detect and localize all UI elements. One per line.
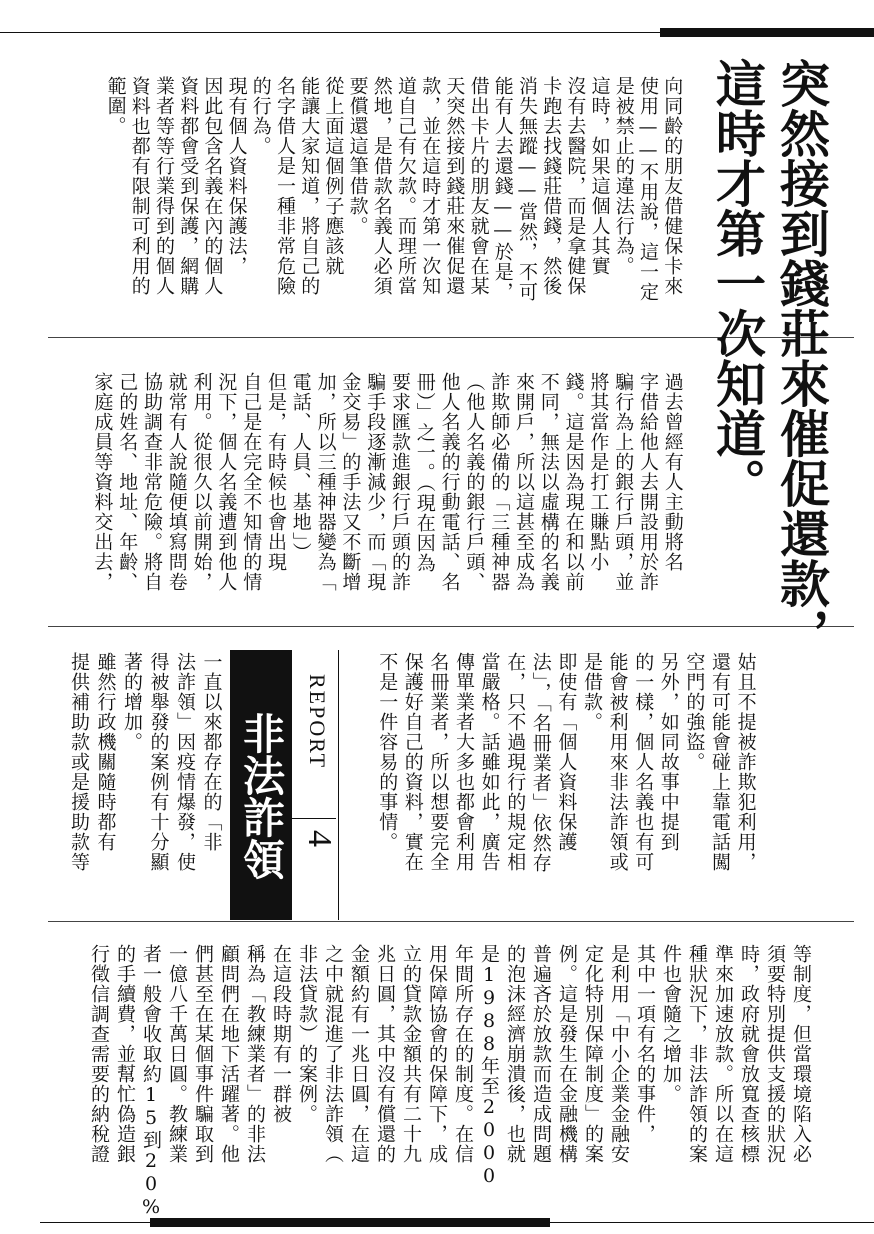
text-column: 的泡沫經濟崩潰後，也就 [504, 944, 526, 1164]
text-column: 騙手段逐漸減少，而「現 [364, 372, 387, 592]
text-column: 能會被利用來非法詐領或 [606, 652, 629, 872]
report-box [230, 650, 338, 920]
text-column: 提供補助款或是援助款等 [68, 652, 90, 872]
text-column: 他人名義的行動電話、名 [438, 372, 461, 592]
text-column: 將其當作是打工賺點小 [587, 372, 610, 572]
text-column: 金額約有一兆日圓，在這 [348, 944, 370, 1164]
text-column: 就常有人說隨便填寫問卷 [165, 372, 188, 592]
text-column: 冊）」之一。（現在因為 [413, 372, 436, 573]
text-column: 字借給他人去開設用於詐 [636, 372, 659, 592]
text-column: 等制度，但當環境陷入必 [790, 944, 812, 1164]
text-column: 來開戶，所以這甚至成為 [512, 372, 535, 592]
text-column: 保護好自己的資料，實在 [401, 652, 424, 872]
text-column: 例。這是發生在金融機構 [556, 944, 578, 1164]
headline-line-2: 這時才第一次知道。 [708, 58, 766, 508]
text-column: 之中就混進了非法詐領（ [322, 944, 344, 1164]
text-column: 名字借人是一種非常危險 [273, 76, 296, 296]
text-column: 在這段時期有一群被 [270, 944, 292, 1124]
text-column: 的手續費，並幫忙偽造銀 [114, 944, 136, 1164]
text-column: 範圍。 [104, 76, 127, 136]
text-column: 立的貸款金額共有二十九 [400, 944, 422, 1164]
text-column: 資料也都有限制可利用的 [128, 76, 151, 296]
text-column: 其中一項有名的事件， [634, 944, 656, 1144]
text-column: 非法貸款）的案例。 [296, 944, 318, 1124]
text-column: 況下，個人名義遭到他人 [215, 372, 238, 592]
top-bar [660, 28, 874, 37]
text-column: 普遍吝於放款而造成問題 [530, 944, 552, 1164]
text-column: 要求匯款進銀行戶頭的詐 [388, 372, 411, 592]
text-column: 電話、人員、基地」） [289, 372, 312, 563]
text-column: 自己是在完全不知情的情 [240, 372, 263, 592]
text-column: 詐欺師必備的「三種神器 [488, 372, 511, 592]
text-column: 己的姓名、地址、年齡、 [116, 372, 139, 592]
text-column: 加，所以三種神器變為「 [314, 372, 337, 592]
text-column: 向同齡的朋友借健保卡來 [661, 76, 684, 296]
text-column: 不同，無法以虛構的名義 [537, 372, 560, 592]
text-column: 是利用「中小企業金融安 [608, 944, 630, 1164]
report-title: 非法詐領 [230, 650, 292, 920]
top-thin-line [0, 32, 660, 33]
text-column: 兆日圓，其中沒有償還的 [374, 944, 396, 1164]
text-column: 即使有「個人資料保護 [555, 652, 578, 852]
text-column: 法詐領」因疫情爆發，使 [174, 652, 196, 872]
text-column: 得被舉發的案例有十分顯 [147, 652, 170, 872]
text-column: 能有人去還錢——於是， [491, 76, 514, 302]
text-column: 一直以來都存在的「非 [200, 652, 223, 852]
text-column: 家庭成員等資料交出去， [91, 372, 114, 592]
text-column: 卡跑去找錢莊借錢，然後 [540, 76, 563, 296]
text-column: （他人名義的銀行戶頭、 [463, 372, 486, 592]
text-column: 資料都會受到保護，網購 [177, 76, 200, 296]
report-side [292, 650, 339, 920]
text-column: 從上面這個例子應該就 [322, 76, 345, 276]
text-column: 使用——不用說，這一定 [636, 76, 659, 302]
report-word: REPORT [305, 674, 330, 770]
text-column: 在，只不過現行的規定相 [504, 652, 527, 872]
text-column: 稱為「教練業者」的非法 [244, 944, 266, 1164]
text-column: 錢。這是因為現在和以前 [562, 372, 585, 592]
text-column: 定化特別保障制度」的案 [582, 944, 604, 1164]
text-column: 時，政府就會放寬查核標 [738, 944, 760, 1164]
text-column: 準來加速放款。所以在這 [712, 944, 734, 1164]
headline-line-1: 突然接到錢莊來催促還款， [772, 58, 830, 658]
text-column: 能讓大家知道，將自己的 [298, 76, 321, 296]
text-column: 天突然接到錢莊來催促還 [443, 76, 466, 296]
text-column: 消失無蹤——當然，不可 [515, 76, 538, 302]
text-column: 傳單業者大多也都會利用 [452, 652, 475, 872]
text-column: 現有個人資料保護法， [225, 76, 248, 276]
text-column: 騙行為上的銀行戶頭，並 [612, 372, 635, 592]
text-column: 著的增加。 [121, 652, 143, 752]
text-column: 款，並在這時才第一次知 [419, 76, 442, 296]
text-column: 行徵信調查需要的納稅證 [88, 944, 110, 1164]
text-column: 者一般會收取約15到20% [140, 944, 162, 1219]
text-column: 雖然行政機關隨時都有 [94, 652, 117, 852]
text-column: 借出卡片的朋友就會在某 [467, 76, 490, 296]
text-column: 沒有去醫院，而是拿健保 [564, 76, 587, 296]
text-column: 須要特別提供支援的狀況 [764, 944, 786, 1164]
text-column: 顧問們在地下活躍著。他 [218, 944, 240, 1164]
report-divider [292, 818, 336, 819]
bottom-bar [150, 1218, 550, 1227]
text-column: 是1988年至2000 [478, 944, 500, 1188]
divider-2 [48, 626, 854, 627]
text-column: 們甚至在某個事件騙取到 [192, 944, 214, 1164]
text-column: 件也會隨之增加。 [660, 944, 682, 1104]
text-column: 用保障協會的保障下，成 [426, 944, 448, 1164]
text-column: 是借款。 [580, 652, 603, 732]
text-column: 業者等等行業得到的個人 [152, 76, 175, 296]
text-column: 姑且不提被詐欺犯利用， [734, 652, 757, 872]
text-column: 還有可能會碰上靠電話闖 [708, 652, 731, 872]
report-number: 4 [301, 830, 338, 847]
text-column: 協助調查非常危險。將自 [140, 372, 163, 592]
text-column: 一億八千萬日圓。教練業 [166, 944, 188, 1164]
text-column: 過去曾經有人主動將名 [661, 372, 684, 572]
text-column: 道自己有欠款。而理所當 [394, 76, 417, 296]
text-column: 當嚴格。話雖如此，廣告 [478, 652, 501, 872]
text-column: 但是，有時候也會出現 [264, 372, 287, 572]
text-column: 種狀況下，非法詐領的案 [686, 944, 708, 1164]
text-column: 因此包含名義在內的個人 [201, 76, 224, 296]
text-column: 金交易」的手法又不斷增 [339, 372, 362, 592]
text-column: 要償還這筆借款。 [346, 76, 369, 236]
text-column: 的一樣，個人名義也有可 [632, 652, 655, 872]
text-column: 不是一件容易的事情。 [376, 652, 399, 852]
text-column: 名冊業者，所以想要完全 [427, 652, 450, 872]
text-column: 空門的強盜。 [683, 652, 706, 772]
text-column: 法」，「名冊業者」依然存 [529, 652, 552, 873]
text-column: 另外，如同故事中提到 [657, 652, 680, 852]
text-column: 然地，是借款名義人必須 [370, 76, 393, 296]
text-column: 年間所存在的制度。在信 [452, 944, 474, 1164]
text-column: 利用。從很久以前開始， [190, 372, 213, 592]
text-column: 是被禁止的違法行為。 [612, 76, 635, 276]
text-column: 這時，如果這個人其實 [588, 76, 611, 276]
text-column: 的行為。 [249, 76, 272, 156]
divider-3 [48, 921, 854, 922]
